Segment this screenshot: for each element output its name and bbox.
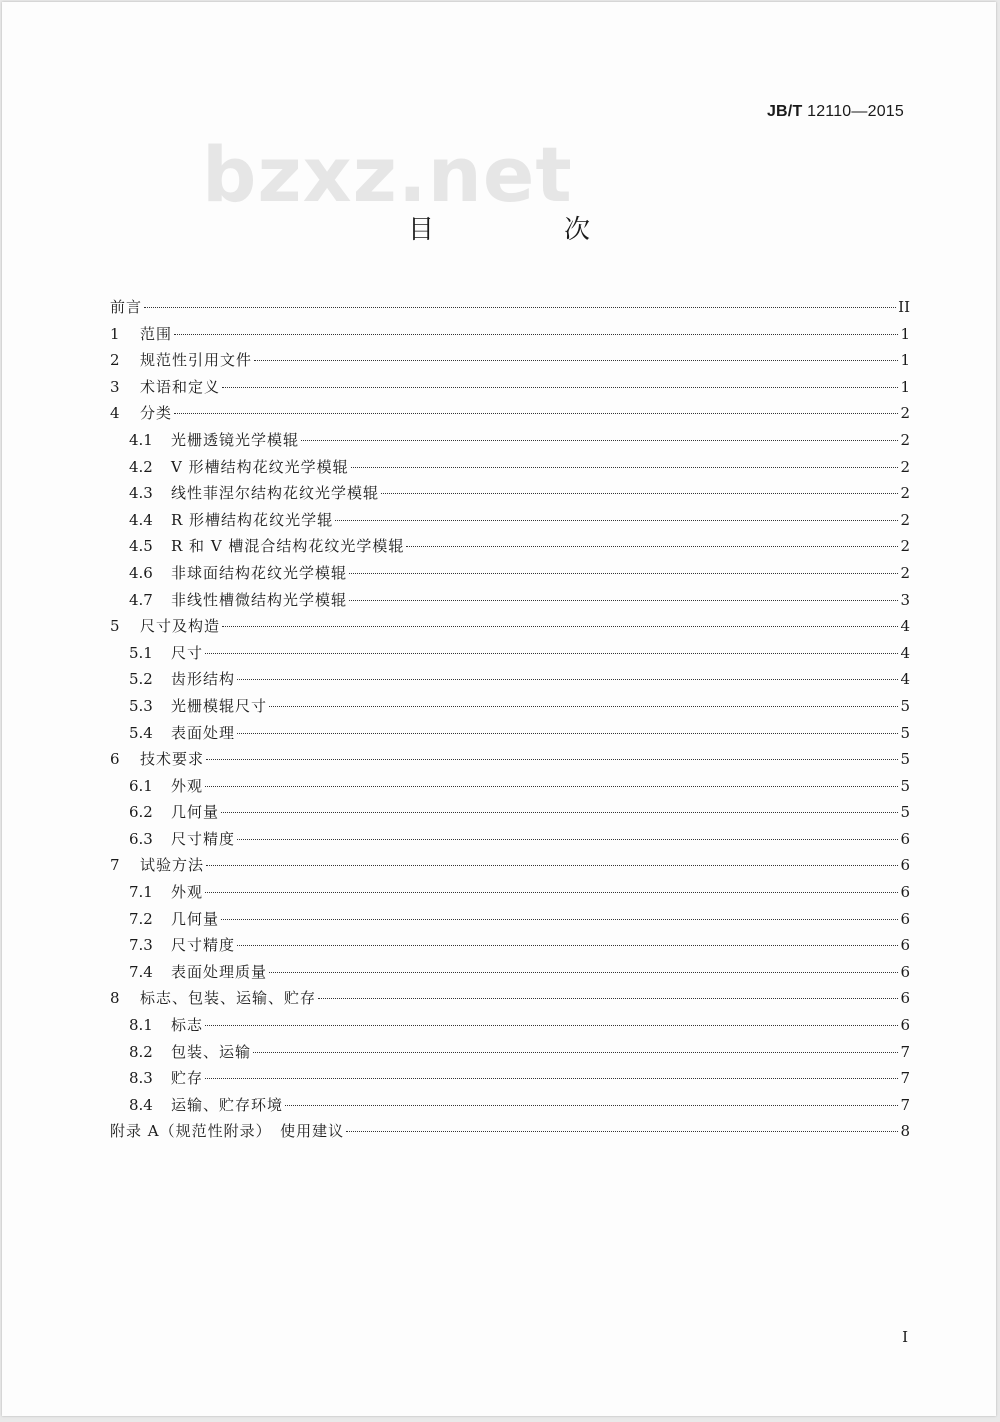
toc-entry-page: 1 <box>900 377 910 396</box>
toc-entry[interactable] <box>110 613 910 640</box>
toc-entry[interactable] <box>110 1092 910 1119</box>
toc-entry-title: 试验方法 <box>140 856 205 875</box>
toc-entry-title: 光栅模辊尺寸 <box>171 696 268 715</box>
toc-leader-dots <box>222 626 898 627</box>
toc-leader-dots <box>318 998 898 999</box>
toc-entry-number: 7.3 <box>129 936 153 955</box>
toc-leader-dots <box>205 1078 898 1079</box>
toc-entry-number: 6.3 <box>129 829 153 848</box>
toc-leader-dots <box>254 360 898 361</box>
toc-entry[interactable] <box>110 826 910 853</box>
toc-entry-page: 6 <box>900 936 910 955</box>
toc-entry[interactable] <box>110 294 910 321</box>
toc-entry[interactable] <box>110 1039 910 1066</box>
toc-entry[interactable] <box>110 773 910 800</box>
toc-entry[interactable] <box>110 347 910 374</box>
toc-entry-title: 标志 <box>171 1016 204 1035</box>
toc-entry-title: 范围 <box>140 324 173 343</box>
toc-entry-number: 5.4 <box>129 723 153 742</box>
toc-entry-page: 6 <box>900 883 910 902</box>
toc-entry[interactable] <box>110 799 910 826</box>
toc-leader-dots <box>349 600 898 601</box>
toc-entry-title: 外观 <box>171 883 204 902</box>
toc-leader-dots <box>174 413 898 414</box>
toc-entry-number: 6.1 <box>129 776 153 795</box>
toc-entry-title: 齿形结构 <box>171 670 236 689</box>
toc-entry-number: 4.5 <box>129 537 153 556</box>
toc-entry-title: 规范性引用文件 <box>140 351 253 370</box>
toc-leader-dots <box>221 812 898 813</box>
toc-entry-title: 非球面结构花纹光学模辊 <box>171 563 348 582</box>
toc-entry-title: 包装、运输 <box>171 1042 252 1061</box>
toc-entry-page: 5 <box>900 750 910 769</box>
toc-entry[interactable] <box>110 666 910 693</box>
toc-leader-dots <box>237 679 898 680</box>
toc-entry-page: 2 <box>900 510 910 529</box>
toc-entry-title: 尺寸精度 <box>171 829 236 848</box>
toc-entry[interactable] <box>110 746 910 773</box>
toc-leader-dots <box>237 839 898 840</box>
toc-entry-title: 外观 <box>171 776 204 795</box>
toc-entry-page: 5 <box>900 723 910 742</box>
toc-entry[interactable] <box>110 374 910 401</box>
page-title: 目 次 <box>407 215 642 245</box>
toc-entry-number: 7.4 <box>129 962 153 981</box>
toc-entry-title: 术语和定义 <box>140 377 221 396</box>
toc-leader-dots <box>269 972 898 973</box>
toc-leader-dots <box>237 945 898 946</box>
toc-entry-title: V 形槽结构花纹光学模辊 <box>171 457 349 476</box>
toc-entry-page: 4 <box>900 617 910 636</box>
standard-code: 12110—2015 <box>807 103 904 120</box>
toc-entry-number: 4.2 <box>129 457 153 476</box>
toc-leader-dots <box>346 1131 898 1132</box>
toc-leader-dots <box>222 387 898 388</box>
toc-entry-number: 8.4 <box>129 1095 153 1114</box>
toc-entry-page: 3 <box>900 590 910 609</box>
toc-entry-number: 8.3 <box>129 1069 153 1088</box>
toc-entry[interactable] <box>110 1118 910 1145</box>
toc-entry-page: 6 <box>900 909 910 928</box>
toc-entry[interactable] <box>110 720 910 747</box>
toc-entry-page: 5 <box>900 803 910 822</box>
toc-leader-dots <box>206 865 898 866</box>
toc-entry-page: 1 <box>900 351 910 370</box>
toc-entry[interactable] <box>110 507 910 534</box>
toc-entry-number: 7 <box>110 856 120 875</box>
toc-entry-page: 7 <box>900 1042 910 1061</box>
toc-entry[interactable] <box>110 985 910 1012</box>
toc-entry[interactable] <box>110 1012 910 1039</box>
toc-entry-number: 4.4 <box>129 510 153 529</box>
toc-entry-page: 7 <box>900 1069 910 1088</box>
toc-leader-dots <box>301 440 898 441</box>
toc-entry[interactable] <box>110 932 910 959</box>
toc-entry-number: 3 <box>110 377 120 396</box>
toc-entry-number: 5.2 <box>129 670 153 689</box>
toc-entry-page: II <box>898 298 910 316</box>
toc-entry-page: 8 <box>900 1122 910 1141</box>
toc-entry-number: 1 <box>110 324 120 343</box>
toc-entry[interactable] <box>110 533 910 560</box>
toc-leader-dots <box>381 493 898 494</box>
toc-entry-title: 尺寸精度 <box>171 936 236 955</box>
toc-entry-title: 分类 <box>140 404 173 423</box>
toc-entry-page: 6 <box>900 989 910 1008</box>
toc-entry-number: 8 <box>110 989 120 1008</box>
toc-entry-page: 1 <box>900 324 910 343</box>
toc-leader-dots <box>174 334 898 335</box>
toc-leader-dots <box>285 1105 898 1106</box>
toc-entry-title: R 和 V 槽混合结构花纹光学模辊 <box>171 537 405 556</box>
toc-entry-title: 前言 <box>110 298 143 316</box>
toc-leader-dots <box>269 706 898 707</box>
toc-entry-title: 贮存 <box>171 1069 204 1088</box>
toc-entry-title: 光栅透镜光学模辊 <box>171 430 300 449</box>
toc-entry-number: 2 <box>110 351 120 370</box>
toc-leader-dots <box>253 1052 898 1053</box>
toc-entry-number: 4 <box>110 404 120 423</box>
toc-leader-dots <box>335 520 898 521</box>
toc-entry-number: 5 <box>110 617 120 636</box>
toc-leader-dots <box>205 786 898 787</box>
toc-entry[interactable] <box>110 454 910 481</box>
toc-leader-dots <box>205 653 898 654</box>
toc-leader-dots <box>221 919 898 920</box>
toc-entry[interactable] <box>110 400 910 427</box>
toc-entry-page: 2 <box>900 430 910 449</box>
standard-prefix: JB/T <box>766 103 803 120</box>
toc-leader-dots <box>205 892 898 893</box>
toc-entry-title: 表面处理 <box>171 723 236 742</box>
toc-entry[interactable] <box>110 906 910 933</box>
toc-entry-number: 5.1 <box>129 643 153 662</box>
toc-entry[interactable] <box>110 427 910 454</box>
toc-entry-title: 非线性槽微结构光学模辊 <box>171 590 348 609</box>
toc-entry-title: 运输、贮存环境 <box>171 1095 284 1114</box>
toc-entry-number: 6.2 <box>129 803 153 822</box>
toc-leader-dots <box>206 759 898 760</box>
toc-entry-number: 7.1 <box>129 883 153 902</box>
toc-entry-number: 5.3 <box>129 696 153 715</box>
toc-entry-page: 4 <box>900 643 910 662</box>
toc-entry-page: 6 <box>900 856 910 875</box>
toc-entry-title: 几何量 <box>171 803 220 822</box>
toc-entry-number: 8.1 <box>129 1016 153 1035</box>
toc-entry[interactable] <box>110 693 910 720</box>
toc-leader-dots <box>144 307 896 308</box>
toc-entry-title: R 形槽结构花纹光学辊 <box>171 510 334 529</box>
toc-entry-title: 尺寸 <box>171 643 204 662</box>
toc-entry-page: 6 <box>900 829 910 848</box>
toc-entry-title: 尺寸及构造 <box>140 617 221 636</box>
toc-entry[interactable] <box>110 879 910 906</box>
toc-entry-number: 8.2 <box>129 1042 153 1061</box>
toc-entry-title: 技术要求 <box>140 750 205 769</box>
toc-entry-page: 7 <box>900 1095 910 1114</box>
toc-entry[interactable] <box>110 560 910 587</box>
toc-entry-page: 2 <box>900 457 910 476</box>
standard-number <box>767 103 904 121</box>
toc-entry-page: 2 <box>900 537 910 556</box>
watermark: bzxz.net <box>202 130 573 219</box>
toc-leader-dots <box>349 573 898 574</box>
toc-entry-title: 表面处理质量 <box>171 962 268 981</box>
toc-entry-page: 5 <box>900 696 910 715</box>
toc-entry-number: 4.3 <box>129 484 153 503</box>
toc-entry-number: 7.2 <box>129 909 153 928</box>
document-page <box>2 2 996 1416</box>
toc-entry[interactable] <box>110 1065 910 1092</box>
toc-entry[interactable] <box>110 587 910 614</box>
table-of-contents <box>110 294 910 1145</box>
toc-entry-page: 4 <box>900 670 910 689</box>
toc-entry[interactable] <box>110 321 910 348</box>
toc-entry-number: 4.6 <box>129 563 153 582</box>
toc-entry-page: 2 <box>900 563 910 582</box>
toc-entry[interactable] <box>110 480 910 507</box>
toc-entry-number: 4.7 <box>129 590 153 609</box>
toc-entry-title: 标志、包装、运输、贮存 <box>140 989 317 1008</box>
toc-entry-number: 4.1 <box>129 430 153 449</box>
toc-entry-title: 附录 A（规范性附录） 使用建议 <box>110 1122 345 1141</box>
toc-entry[interactable] <box>110 959 910 986</box>
footer-page-number: I <box>902 1328 908 1346</box>
toc-entry[interactable] <box>110 640 910 667</box>
toc-entry[interactable] <box>110 852 910 879</box>
toc-entry-title: 线性菲涅尔结构花纹光学模辊 <box>171 484 380 503</box>
toc-entry-page: 6 <box>900 962 910 981</box>
toc-leader-dots <box>237 733 898 734</box>
toc-leader-dots <box>406 546 898 547</box>
toc-entry-number: 6 <box>110 750 120 769</box>
toc-entry-page: 2 <box>900 484 910 503</box>
toc-leader-dots <box>351 467 898 468</box>
toc-entry-page: 5 <box>900 776 910 795</box>
toc-entry-page: 6 <box>900 1016 910 1035</box>
toc-leader-dots <box>205 1025 898 1026</box>
toc-entry-title: 几何量 <box>171 909 220 928</box>
toc-entry-page: 2 <box>900 404 910 423</box>
